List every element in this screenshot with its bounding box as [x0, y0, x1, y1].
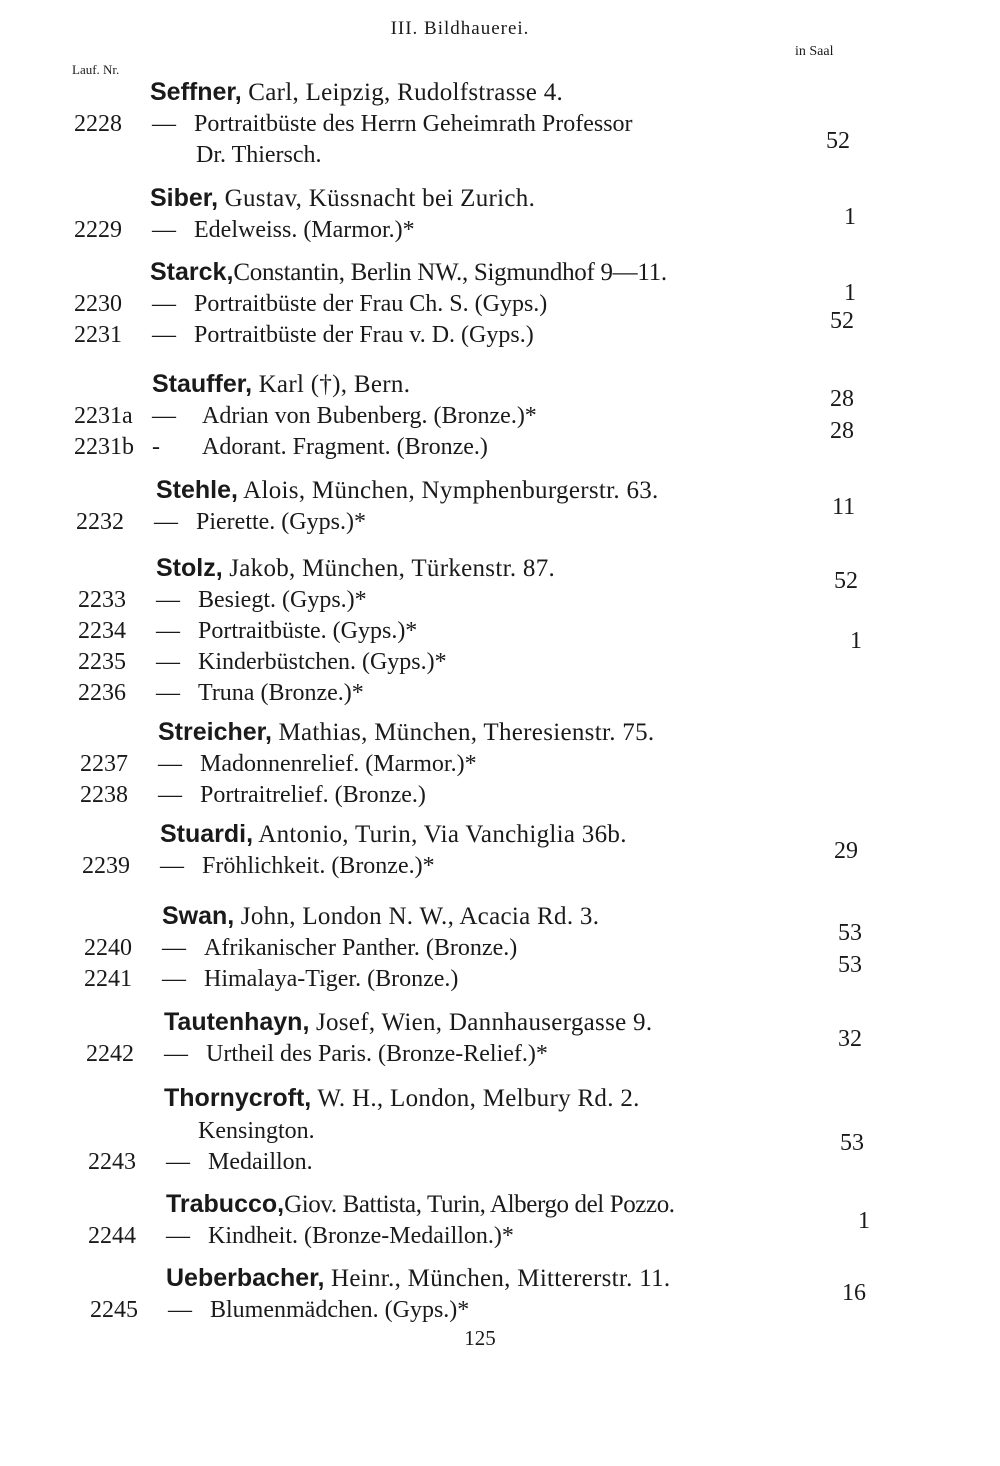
dash: — [152, 291, 176, 317]
catalog-entry [82, 818, 858, 882]
hall-number: 1 [844, 280, 856, 306]
work-title: Pierette. (Gyps.)* [196, 509, 366, 535]
dash: — [162, 966, 186, 992]
artist-address: Heinr., München, Mittererstr. 11. [324, 1265, 671, 1292]
artist-name: Stauffer, [152, 370, 253, 398]
artist-name: Swan, [162, 902, 235, 930]
work-title: Portraitbüste. (Gyps.)* [198, 618, 418, 644]
dash: — [156, 587, 180, 613]
artist-address: Mathias, München, Theresienstr. 75. [271, 719, 655, 746]
catalog-number: 2231 [74, 322, 122, 348]
artist-address: Antonio, Turin, Via Vanchiglia 36b. [253, 821, 627, 848]
dash: — [166, 1223, 190, 1249]
catalog-entry [74, 182, 856, 246]
hall-number: 28 [830, 418, 854, 444]
catalog-number: 2228 [74, 111, 122, 137]
work-title: Adorant. Fragment. (Bronze.) [202, 434, 488, 460]
work-title-continuation: Dr. Thiersch. [196, 142, 322, 168]
artist-line [80, 716, 654, 749]
artist-address: Gustav, Küssnacht bei Zurich. [218, 185, 536, 212]
work-title: Himalaya-Tiger. (Bronze.) [204, 966, 459, 992]
work-title: Portraitbüste der Frau Ch. S. (Gyps.) [194, 291, 548, 317]
artist-line [74, 76, 633, 109]
catalog-entry [86, 1006, 862, 1070]
dash: — [162, 935, 186, 961]
catalog-number: 2245 [90, 1297, 138, 1323]
work-title: Adrian von Bubenberg. (Bronze.)* [202, 403, 537, 429]
artist-name: Thornycroft, [164, 1084, 312, 1112]
work-line [78, 647, 555, 678]
work-line [90, 1295, 670, 1326]
work-line [74, 320, 667, 351]
catalog-number: 2238 [80, 782, 128, 808]
work-line [80, 749, 654, 780]
work-title: Truna (Bronze.)* [198, 680, 364, 706]
work-title: Fröhlichkeit. (Bronze.)* [202, 853, 435, 879]
work-line [74, 215, 535, 246]
dash: — [156, 618, 180, 644]
work-line [76, 507, 659, 538]
catalog-entry [74, 256, 856, 351]
artist-address: Alois, München, Nymphenburgerstr. 63. [237, 477, 659, 504]
hall-number: 53 [838, 920, 862, 946]
artist-address: Constantin, Berlin NW., Sigmundhof 9—11. [233, 259, 667, 286]
artist-line [90, 1262, 670, 1295]
catalog-number: 2231b [74, 434, 134, 460]
catalog-number: 2240 [84, 935, 132, 961]
catalog-number: 2242 [86, 1041, 134, 1067]
catalog-number: 2239 [82, 853, 130, 879]
catalog-number: 2234 [78, 618, 126, 644]
catalog-entry [80, 716, 654, 811]
dash: — [158, 751, 182, 777]
catalog-entry [78, 552, 862, 709]
dash: — [156, 680, 180, 706]
artist-line [86, 1006, 652, 1039]
work-line [88, 1221, 675, 1252]
dash: — [152, 217, 176, 243]
dash: — [164, 1041, 188, 1067]
work-title: Afrikanischer Panther. (Bronze.) [204, 935, 518, 961]
catalog-number: 2244 [88, 1223, 136, 1249]
artist-name: Seffner, [150, 78, 242, 106]
catalog-number: 2230 [74, 291, 122, 317]
work-title: Besiegt. (Gyps.)* [198, 587, 367, 613]
hall-number: 29 [834, 838, 858, 864]
work-line [74, 109, 633, 140]
column-heading-in-saal: in Saal [795, 44, 834, 59]
artist-line [78, 552, 555, 585]
artist-name: Ueberbacher, [166, 1264, 325, 1292]
work-line [84, 933, 599, 964]
dash: — [152, 403, 176, 429]
catalog-entry [76, 474, 856, 538]
hall-number: 32 [838, 1026, 862, 1052]
hall-number: 11 [832, 494, 856, 520]
artist-address: Jakob, München, Türkenstr. 87. [222, 555, 556, 582]
hall-number: 1 [858, 1208, 870, 1234]
work-line [86, 1039, 652, 1070]
work-title: Kindheit. (Bronze-Medaillon.)* [208, 1223, 514, 1249]
work-line [78, 678, 555, 709]
work-title: Madonnenrelief. (Marmor.)* [200, 751, 477, 777]
hall-number: 1 [850, 628, 862, 654]
work-title: Blumenmädchen. (Gyps.)* [210, 1297, 470, 1323]
work-line [80, 780, 654, 811]
artist-name: Trabucco, [166, 1190, 285, 1218]
artist-address: Karl (†), Bern. [252, 371, 411, 398]
work-line [82, 851, 627, 882]
hall-number: 28 [830, 386, 854, 412]
dash: — [158, 782, 182, 808]
work-title: Kinderbüstchen. (Gyps.)* [198, 649, 447, 675]
artist-name: Stehle, [156, 476, 238, 504]
hall-number: 52 [834, 568, 858, 594]
work-line [74, 401, 537, 432]
artist-name: Tautenhayn, [164, 1008, 310, 1036]
work-line [78, 616, 555, 647]
catalog-number: 2229 [74, 217, 122, 243]
artist-address: W. H., London, Melbury Rd. 2. [311, 1085, 640, 1112]
catalog-entry [74, 76, 850, 171]
dash: — [152, 111, 176, 137]
dash: — [166, 1149, 190, 1175]
hall-number: 52 [826, 128, 850, 154]
artist-line [88, 1082, 640, 1115]
page-number: 125 [464, 1326, 496, 1350]
work-title: Portraitbüste des Herrn Geheimrath Professor [194, 111, 633, 137]
artist-line [76, 474, 659, 507]
catalog-number: 2237 [80, 751, 128, 777]
artist-line [82, 818, 627, 851]
work-title: Medaillon. [208, 1149, 313, 1175]
dash: — [160, 853, 184, 879]
work-line [88, 1147, 640, 1178]
dash: — [154, 509, 178, 535]
catalog-number: 2241 [84, 966, 132, 992]
artist-address: Giov. Battista, Turin, Albergo del Pozzo. [284, 1191, 675, 1218]
dash: — [168, 1297, 192, 1323]
hall-number: 1 [844, 204, 856, 230]
hall-number: 52 [830, 308, 854, 334]
artist-line [88, 1188, 675, 1221]
artist-line [84, 900, 599, 933]
page-header-title: III. Bildhauerei. [390, 18, 530, 39]
artist-line [74, 182, 535, 215]
catalog-number: 2232 [76, 509, 124, 535]
catalog-number: 2233 [78, 587, 126, 613]
catalog-entry [88, 1082, 864, 1178]
catalog-number: 2243 [88, 1149, 136, 1175]
artist-line [74, 256, 667, 289]
artist-name: Stolz, [156, 554, 223, 582]
work-line [74, 432, 537, 463]
work-title: Portraitrelief. (Bronze.) [200, 782, 426, 808]
catalog-entry [84, 900, 862, 995]
catalog-number: 2235 [78, 649, 126, 675]
catalog-entry [88, 1188, 870, 1252]
work-title: Urtheil des Paris. (Bronze-Relief.)* [206, 1041, 548, 1067]
catalog-number: 2231a [74, 403, 133, 429]
artist-line [74, 368, 537, 401]
hall-number: 53 [840, 1130, 864, 1156]
artist-name: Stuardi, [160, 820, 254, 848]
artist-name: Starck, [150, 258, 234, 286]
hall-number: 16 [842, 1280, 866, 1306]
work-line [78, 585, 555, 616]
artist-address: John, London N. W., Acacia Rd. 3. [234, 903, 600, 930]
artist-name: Streicher, [158, 718, 272, 746]
hall-number: 53 [838, 952, 862, 978]
work-title: Portraitbüste der Frau v. D. (Gyps.) [194, 322, 534, 348]
catalog-entry [90, 1262, 866, 1326]
dash: — [156, 649, 180, 675]
artist-address: Josef, Wien, Dannhausergasse 9. [309, 1009, 653, 1036]
work-line [74, 289, 667, 320]
artist-name: Siber, [150, 184, 219, 212]
artist-address-continuation: Kensington. [198, 1118, 315, 1144]
catalog-entry [74, 368, 854, 463]
dash: - [152, 434, 160, 460]
column-heading-lauf-nr: Lauf. Nr. [72, 62, 120, 77]
catalog-number: 2236 [78, 680, 126, 706]
artist-address: Carl, Leipzig, Rudolfstrasse 4. [241, 79, 564, 106]
work-line [84, 964, 599, 995]
work-title: Edelweiss. (Marmor.)* [194, 217, 415, 243]
dash: — [152, 322, 176, 348]
